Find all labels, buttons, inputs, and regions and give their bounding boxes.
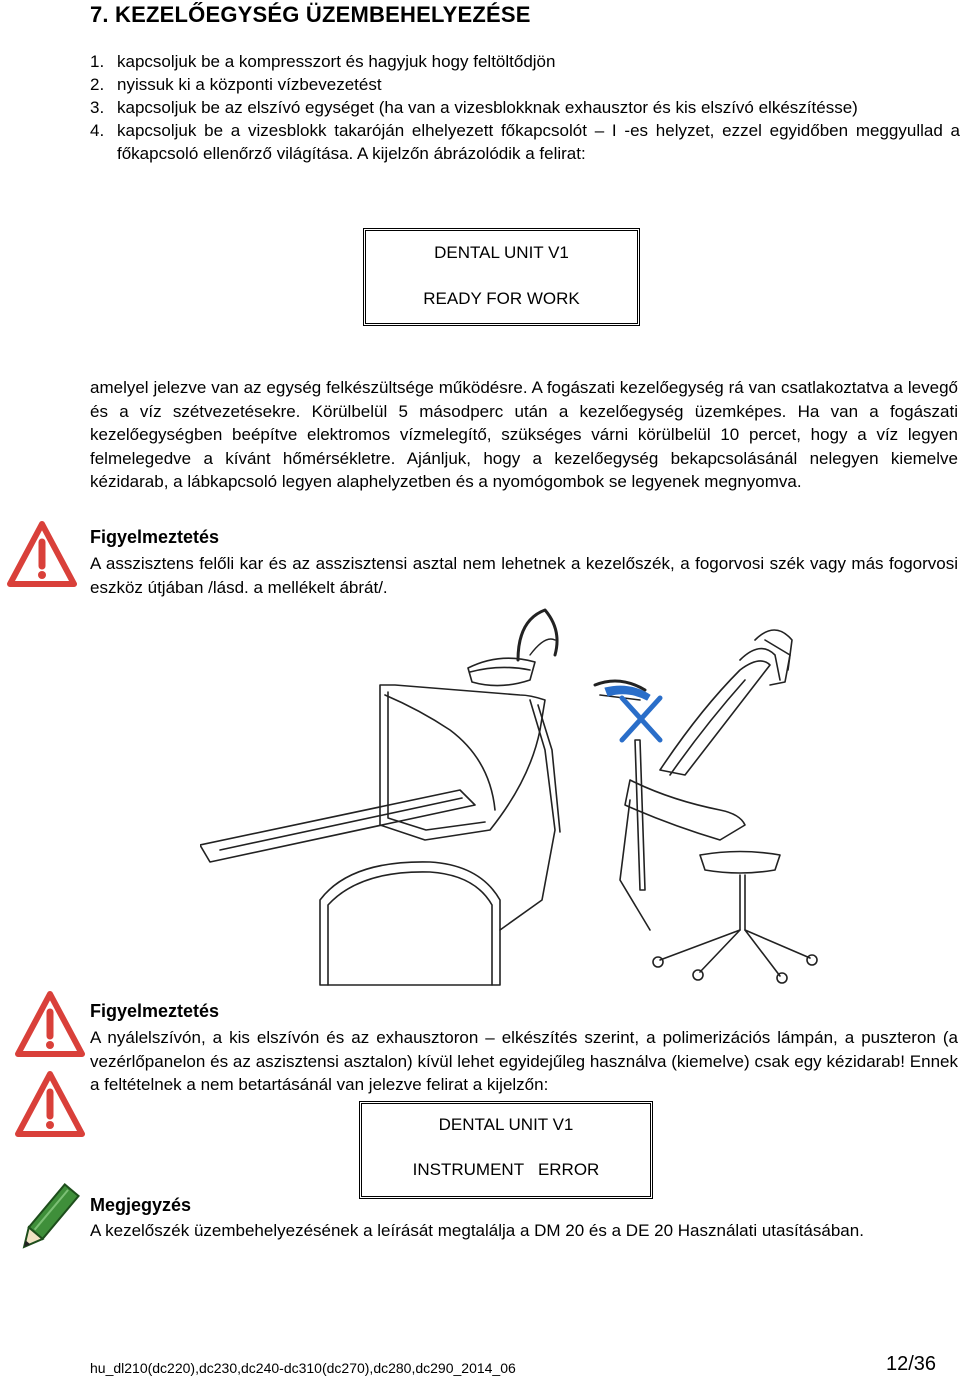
warning-heading: Figyelmeztetés: [90, 527, 220, 547]
page-number: 12/36: [886, 1353, 937, 1375]
blocked-position-mark: [622, 698, 660, 740]
setup-steps: [90, 50, 960, 165]
warning-text: A asszisztens felőli kar és az asszisztensi asztal nem lehetnek a kezelőszék, a fogorvosi szék vagy más fogorvosi eszköz útjában /lásd. a mellékelt ábrát/.: [90, 554, 958, 597]
step-item: 1. kapcsoljuk be a kompresszort és hagyjuk hogy feltöltődjön: [90, 52, 556, 71]
note-heading: Megjegyzés: [90, 1195, 192, 1215]
display-line-1: DENTAL UNIT V1: [438, 1115, 574, 1134]
section-title: 7. KEZELŐEGYSÉG ÜZEMBEHELYEZÉSE: [90, 2, 531, 27]
display-error: [359, 1101, 653, 1199]
display-line-1: DENTAL UNIT V1: [434, 243, 569, 262]
warning-triangle-icon: [14, 990, 86, 1058]
startup-paragraph: amelyel jelezve van az egység felkészültsége működésre. A fogászati kezelőegység rá van csatlakoztatva a levegő és a víz szétvezetésekre. Körülbelül 5 másodperc után a kezelőegység üzemképes. Ha van a fogászati kezelőegységben beépítve elektromos vízmelegítő, szükséges várni körülbelül 10 percet, hogy a víz legyen felmelegedve a kívánt hőmérsékletre. Ajánljuk, hogy a kezelőegység bekapcsolásánál nelegyen kiemelve kézidarab, a lábkapcsoló legyen alaphelyzetben és a nyomógombok se legyenek megnyomva.: [90, 378, 958, 492]
step-item: 2. nyissuk ki a központi vízbevezetést: [90, 75, 382, 94]
dental-unit-illustration: [200, 600, 820, 990]
note-text: A kezelőszék üzembehelyezésének a leírását megtalálja a DM 20 és a DE 20 Használati utasításában.: [90, 1221, 864, 1240]
step-item: 4. kapcsoljuk be a vizesblokk takaróján elhelyezett főkapcsolót – I -es helyzet, ezzel egyidőben meggyullad a főkapcsoló ellenőrző világítása. A kijelzőn ábrázolódik a felirat:: [90, 121, 960, 163]
warning-triangle-icon: [6, 520, 78, 588]
warning-heading: Figyelmeztetés: [90, 1001, 220, 1021]
display-line-2: READY FOR WORK: [423, 289, 580, 308]
warning-triangle-icon: [14, 1070, 86, 1138]
display-line-2: INSTRUMENT ERROR: [412, 1160, 600, 1179]
warning-text: A nyálelszívón, a kis elszívón és az exhausztoron – elkészítés szerint, a polimerizációs lámpán, a puszteron (a vezérlőpanelon és az aszisztensi asztalon) kívül lehet egyidejűleg használva (kiemelve) csak egy kézidarab! Ennek a feltételnek a nem betartásánál van jelezve felirat a kijelzőn:: [90, 1028, 958, 1095]
step-item: 3. kapcsoljuk be az elszívó egységet (ha van a vizesblokknak exhausztor és kis elszívó elkészítésse): [90, 98, 858, 117]
footer-doc-code: hu_dl210(dc220),dc230,dc240-dc310(dc270),dc280,dc290_2014_06: [90, 1360, 516, 1376]
display-ready: [363, 228, 640, 326]
pencil-icon: [8, 1180, 88, 1260]
